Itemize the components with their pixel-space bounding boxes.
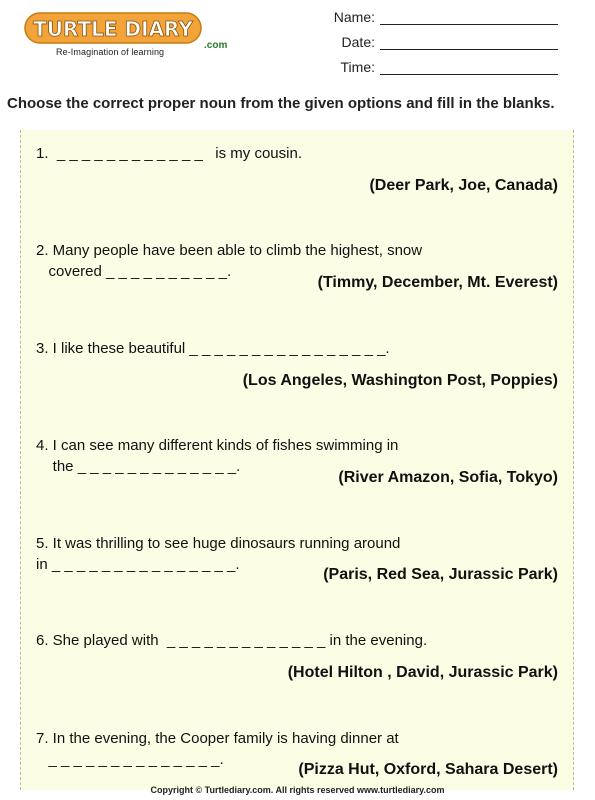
name-field — [315, 7, 558, 25]
date-label: Date: — [341, 34, 375, 50]
question-4-line2: the _ _ _ _ _ _ _ _ _ _ _ _ _. — [36, 458, 241, 475]
question-1-line1: 1. _ _ _ _ _ _ _ _ _ _ _ _ is my cousin. — [36, 145, 302, 162]
logo-wordmark-icon — [24, 10, 204, 46]
date-line[interactable] — [380, 35, 558, 50]
question-2-line2: covered _ _ _ _ _ _ _ _ _ _. — [36, 263, 232, 280]
question-5-line1: 5. It was thrilling to see huge dinosaurs running around — [36, 535, 401, 552]
question-5-line2: in _ _ _ _ _ _ _ _ _ _ _ _ _ _ _. — [36, 556, 240, 573]
instruction-text: Choose the correct proper noun from the given options and fill in the blanks. — [7, 95, 555, 112]
time-line[interactable] — [380, 60, 558, 75]
time-field — [315, 57, 558, 75]
logo-suffix: .com — [204, 40, 228, 51]
question-4-line1: 4. I can see many different kinds of fishes swimming in — [36, 437, 399, 454]
question-6-options: (Hotel Hilton , David, Jurassic Park) — [287, 664, 558, 681]
question-6-line1: 6. She played with _ _ _ _ _ _ _ _ _ _ _ _ _ in the evening. — [36, 632, 428, 649]
question-2-options: (Timmy, December, Mt. Everest) — [317, 274, 558, 291]
name-line[interactable] — [380, 10, 558, 25]
logo-brand-text: TURTLE DIARY — [33, 17, 193, 41]
date-field — [315, 32, 558, 50]
question-7-line2: _ _ _ _ _ _ _ _ _ _ _ _ _ _. — [36, 751, 224, 768]
name-label: Name: — [333, 9, 375, 25]
question-1-options: (Deer Park, Joe, Canada) — [369, 177, 558, 194]
time-label: Time: — [340, 59, 375, 75]
copyright-footer: Copyright © Turtlediary.com. All rights reserved www.turtlediary.com — [150, 785, 445, 795]
question-3-options: (Los Angeles, Washington Post, Poppies) — [242, 372, 558, 389]
question-5-options: (Paris, Red Sea, Jurassic Park) — [323, 566, 558, 583]
question-2-line1: 2. Many people have been able to climb the highest, snow — [36, 242, 423, 259]
question-7-line1: 7. In the evening, the Cooper family is having dinner at — [36, 730, 399, 747]
question-3-line1: 3. I like these beautiful _ _ _ _ _ _ _ _ _ _ _ _ _ _ _ _. — [36, 340, 390, 357]
turtle-diary-logo — [24, 10, 228, 60]
question-4-options: (River Amazon, Sofia, Tokyo) — [338, 469, 558, 486]
question-7-options: (Pizza Hut, Oxford, Sahara Desert) — [298, 761, 558, 778]
logo-tagline: Re-Imagination of learning — [56, 47, 165, 57]
